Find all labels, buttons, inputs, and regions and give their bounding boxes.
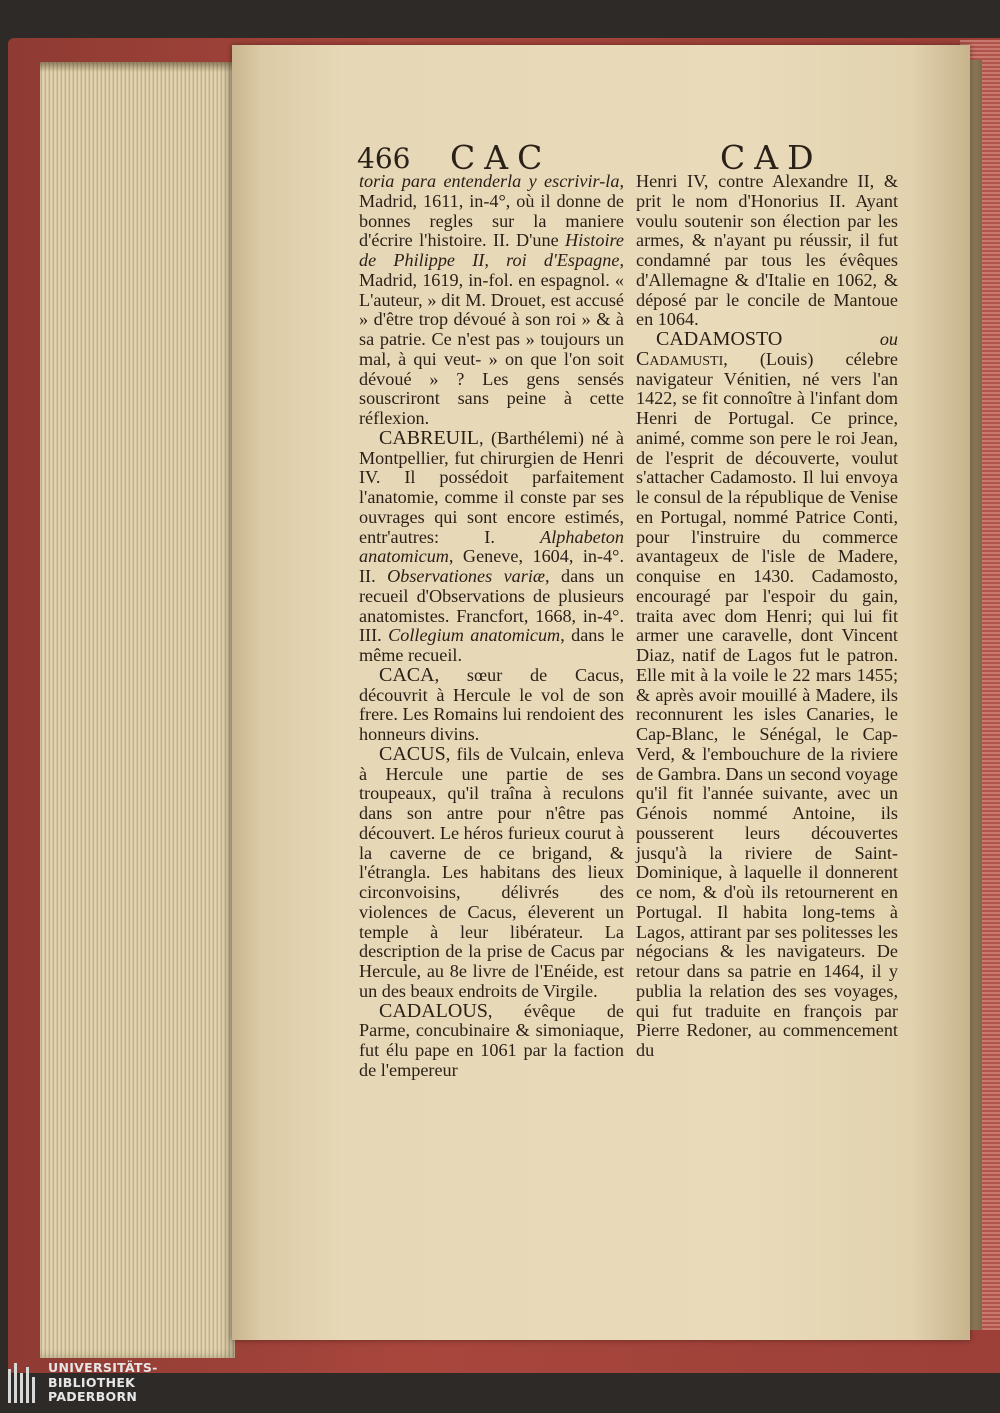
entry-headword: CACA: [379, 663, 435, 686]
entry-headword: CADAMOSTO: [656, 328, 783, 350]
entry-text: , fils de Vulcain, enleva à Hercule une partie de ses troupeaux, qu'il traîna à reculons dans son antre pour n'être pas découvert. Le héros furieux courut à la caverne de ce brigand, & l'étrangla. Les habitans des lieux circonvoisins, délivrés des violences de Cacus, éleverent un temple à leur libérateur. La description de la prise de Cacus par Hercule, au 8e livre de l'Enéide, est un des beaux endroits de Virgile.: [359, 743, 624, 1001]
italic-title: Observationes variæ: [387, 566, 546, 586]
entry-headword: CACUS: [379, 742, 446, 765]
entry-text: , Geneve, 1604, in-4°. II.: [359, 546, 624, 586]
entry-text: , (Louis) célebre navigateur Vénitien, né vers l'an 1422, se fit connoître à l'infant dom Henri de Portugal. Ce prince, animé, comme son pere le roi Jean, de l'esprit de découverte, voulut s'attacher Cadamosto. Il lui envoya le consul de la république de Venise en Portugal, nommé Patrice Conti, pour l'instruire du commerce avantageux de l'isle de Madere, conquise en 1430. Cadamosto, encouragé par l'espoir du gain, traita avec dom Henri; qui lui fit armer une caravelle, dont Vincent Diaz, natif de Lagos fut le patron. Elle mit à la voile le 22 mars 1455; & après avoir mouillé à Madere, ils reconnurent les isles Canaries, le Cap-Blanc, le Sénégal, le Cap-Verd, & l'embouchure de la riviere de Gambra. Dans un second voyage qu'il fit l'année suivante, avec un Génois nommé Antoine, ils pousserent leurs découvertes jusqu'à la riviere de Saint-Dominique, à laquelle il donnerent ce nom, & d'où ils retournerent en Portugal. Il habita long-tems à Lagos, attirant par ses politesses les négocians & les navigateurs. De retour dans sa patrie en 1464, il y publia la relation des ses voyages, qui fut traduite en françois par Pierre Redoner, au commencement du: [636, 348, 898, 1060]
page-edges-shadow: [40, 62, 235, 72]
entry-cabreuil: [359, 426, 624, 666]
entry-cadamosto: [636, 330, 898, 1061]
page-number: 466: [357, 142, 411, 175]
entry-cacus: [359, 742, 624, 1002]
entry-text: , Madrid, 1619, in-fol. en espagnol. « L'auteur, » dit M. Drouet, est accusé » d'être trop dévoué à son roi » & à sa patrie. Ce n'est pas » toujours un mal, à qui veut- » on que l'on soit dévoué » ? Les gens sensés souscriront sans peine à cette réflexion.: [359, 250, 624, 428]
entry-text: , Madrid, 1611, in-4°, où il donne de bonnes regles sur la maniere d'écrire l'histoire. II. D'une: [359, 171, 624, 251]
italic-title: Histoire de Philippe II, roi d'Espagne: [359, 230, 624, 270]
entry-headword-alt: Cadamusti: [636, 347, 724, 370]
entry-continuation: [359, 172, 624, 429]
entry-headword: CABREUIL: [379, 426, 479, 449]
entry-text: , sœur de Cacus, découvrit à Hercule le vol de son frere. Les Romains lui rendoient des honneurs divins.: [359, 664, 624, 744]
logo-line: BIBLIOTHEK: [48, 1374, 136, 1390]
entry-caca: [359, 663, 624, 745]
logo-line: PADERBORN: [48, 1389, 138, 1404]
entry-cadalous: [359, 999, 624, 1081]
italic-title: Alphabeton anatomicum: [359, 526, 624, 567]
logo-line: UNIVERSITÄTS-: [48, 1360, 158, 1375]
entry-headword: CADALOUS: [379, 999, 488, 1022]
running-head-right: CAD: [720, 138, 823, 177]
entry-text: , évêque de Parme, concubinaire & simoniaque, fut élu pape en 1061 par la faction de l'empereur: [359, 1000, 624, 1080]
italic-title: toria para entenderla y escrivir-la: [359, 171, 620, 191]
logo-text: [48, 1361, 158, 1405]
entry-text: Henri IV, contre Alexandre II, & prit le nom d'Honorius II. Ayant voulu soutenir son élection par les armes, & n'ayant pu réussir, il fut condamné par tous les évêques d'Allemagne & d'Italie en 1062, & déposé par le concile de Mantoue en 1064.: [636, 171, 898, 330]
page-edges: [40, 62, 235, 1358]
entry-text: , (Barthélemi) né à Montpellier, fut chirurgien de Henri IV. Il possédoit parfaitement l'anatomie, comme il conste par ses ouvrages qui sont encore estimés, entr'autres: I.: [359, 427, 624, 547]
running-head-left: CAC: [450, 138, 552, 177]
entry-continuation: [636, 172, 898, 330]
right-column: [636, 172, 898, 1061]
italic-connector: ou: [782, 329, 898, 349]
entry-text: , dans le même recueil.: [359, 625, 624, 665]
library-logo: [8, 1361, 228, 1405]
left-column: [359, 172, 624, 1081]
entry-text: , dans un recueil d'Observations de plusieurs anatomistes. Francfort, 1668, in-4°. III.: [359, 566, 624, 646]
italic-title: Collegium anatomicum: [388, 625, 561, 646]
